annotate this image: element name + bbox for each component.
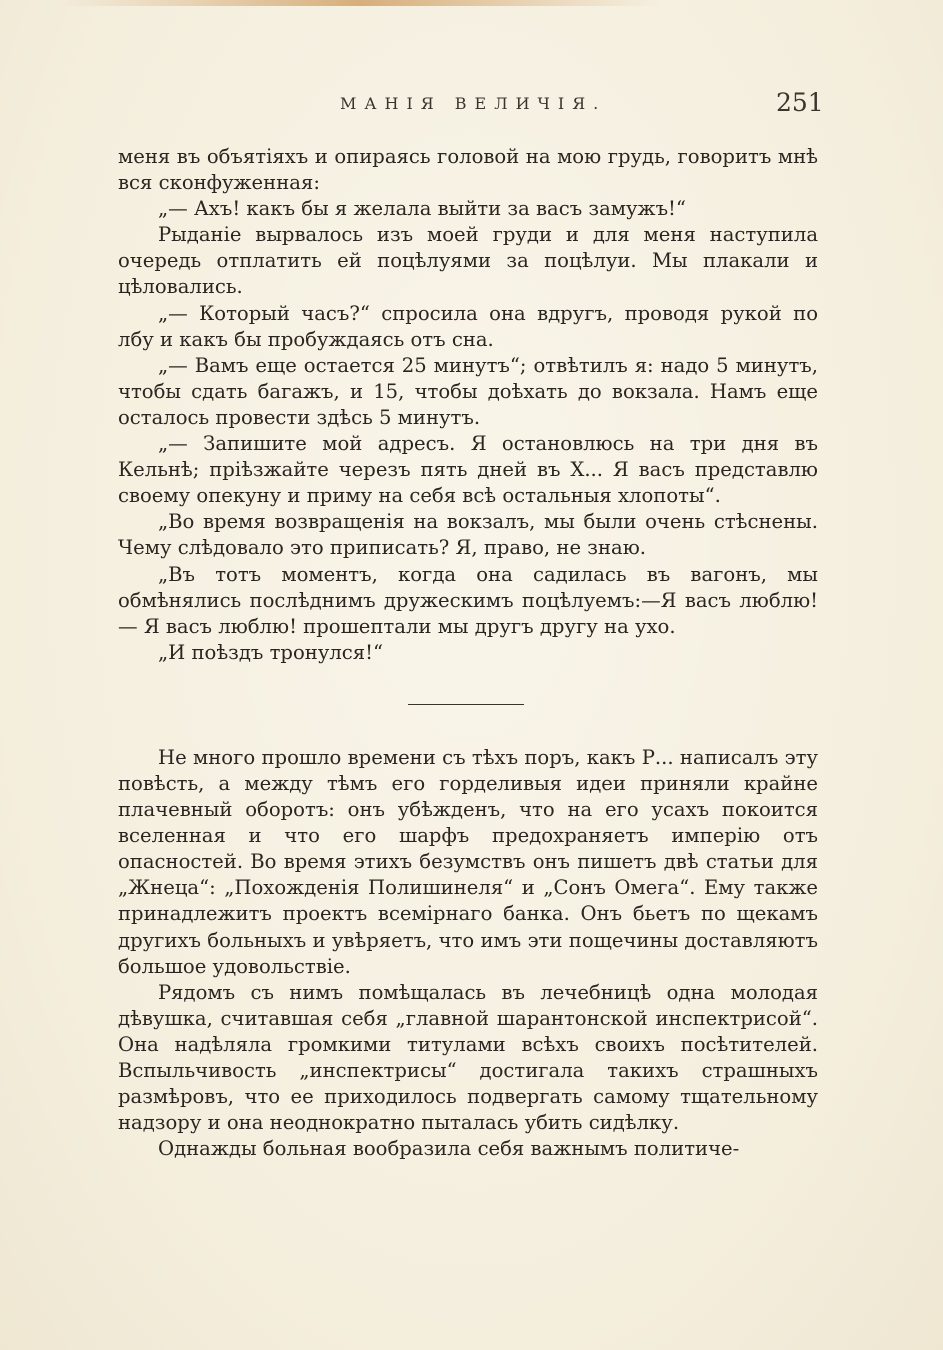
- paragraph: „Въ тотъ моментъ, когда она садилась въ вагонъ, мы обмѣнялись послѣднимъ дружескимъ поцѣлуемъ:—Я васъ люблю!— Я васъ люблю! прошептали мы другъ другу на ухо.: [118, 562, 818, 638]
- section-divider: [408, 704, 524, 705]
- paragraph: „И поѣздъ тронулся!“: [158, 640, 384, 664]
- running-title: МАНІЯ ВЕЛИЧІЯ.: [340, 94, 607, 113]
- paragraph: „— Запишите мой адресъ. Я остановлюсь на три дня въ Кельнѣ; пріѣзжайте черезъ пять дней въ X... Я васъ представлю своему опекуну и приму на себя всѣ остальныя хлопоты“.: [118, 432, 818, 508]
- paragraph: Рядомъ съ нимъ помѣщалась въ лечебницѣ одна молодая дѣвушка, считавшая себя „главной шарантонской инспектрисой“. Она надѣляла громкими титулами всѣхъ своихъ посѣтителей. Вспыльчивость „инспектрисы“ достигала такихъ страшныхъ размѣровъ, что ее приходилось подвергать самому тщательному надзору и она неоднократно пыталась убить сидѣлку.: [118, 980, 818, 1135]
- page-number: 251: [776, 88, 824, 117]
- paragraph: „— Который часъ?“ спросила она вдругъ, проводя рукой по лбу и какъ бы пробуждаясь отъ сна.: [118, 301, 818, 351]
- paragraph: „Во время возвращенія на вокзалъ, мы были очень стѣснены. Чему слѣдовало это приписать? Я, право, не знаю.: [118, 510, 818, 560]
- page-edge-stain: [60, 0, 660, 6]
- paragraph: Не много прошло времени съ тѣхъ поръ, какъ Р... написалъ эту повѣсть, а между тѣмъ его горделивыя идеи приняли крайне плачевный оборотъ: онъ убѣжденъ, что на его усахъ покоится вселенная и что его шарфъ предохраняетъ имперію отъ опасностей. Во время этихъ безумствъ онъ пишетъ двѣ статьи для „Жнеца“: „Похожденія Полишинеля“ и „Сонъ Омега“. Ему также принадлежитъ проектъ всемірнаго банка. Онъ бьетъ по щекамъ другихъ больныхъ и увѣряетъ, что имъ эти пощечины доставляютъ большое удовольствіе.: [118, 745, 818, 978]
- paragraph: меня въ объятіяхъ и опираясь головой на мою грудь, говоритъ мнѣ вся сконфуженная:: [118, 145, 818, 195]
- paragraph: „— Ахъ! какъ бы я желала выйти за васъ замужъ!“: [158, 197, 686, 221]
- paragraph: Однажды больная вообразила себя важнымъ политиче-: [158, 1137, 740, 1161]
- body-text: [118, 144, 818, 1162]
- paragraph: Рыданіе вырвалось изъ моей груди и для меня наступила очередь отплатить ей поцѣлуями за поцѣлуи. Мы плакали и цѣловались.: [118, 223, 818, 299]
- paragraph: „— Вамъ еще остается 25 минутъ“; отвѣтилъ я: надо 5 минутъ, чтобы сдать багажъ, и 15, чтобы доѣхать до вокзала. Намъ еще осталось провести здѣсь 5 минутъ.: [118, 353, 818, 429]
